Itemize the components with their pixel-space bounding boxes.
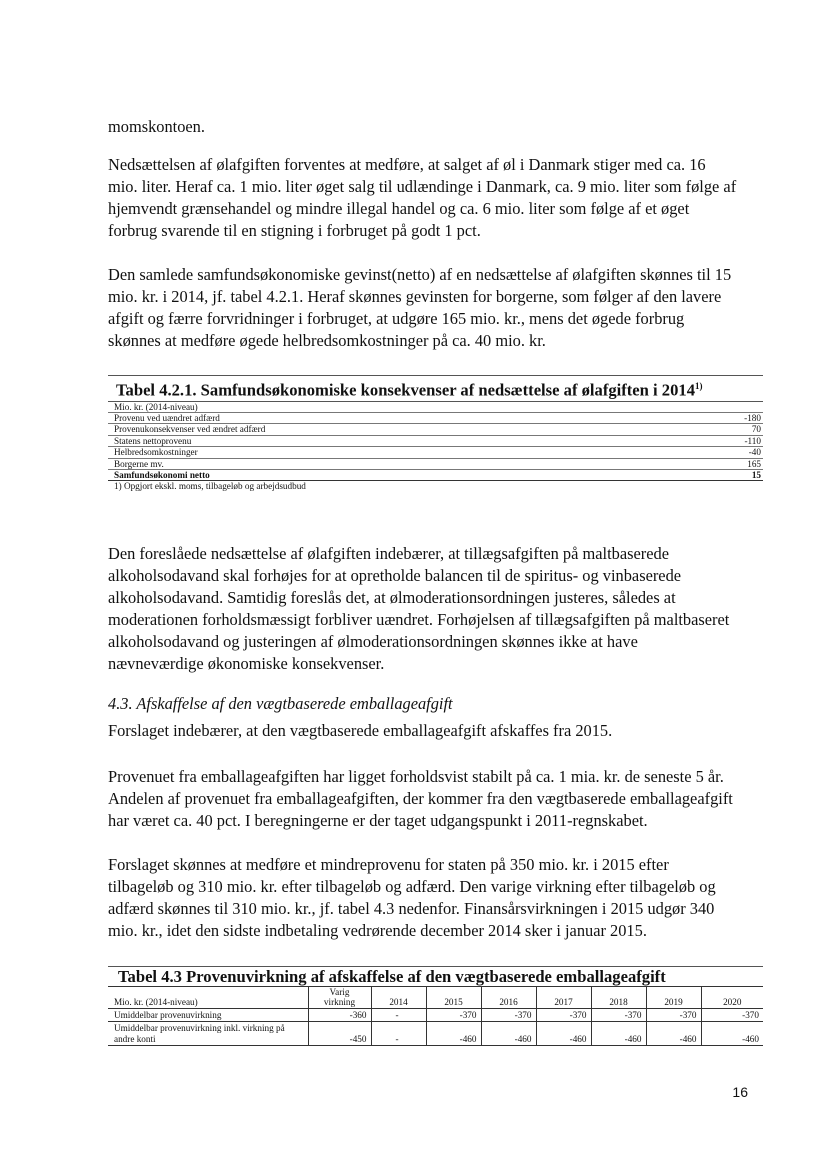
- table-row: Provenu ved uændret adfærd -180: [108, 412, 763, 423]
- table-4-3-grid: [108, 986, 763, 1046]
- table-4-2-1-footnote: 1) Opgjort ekskl. moms, tilbageløb og arbejdsudbud: [114, 481, 306, 492]
- table-row: Provenukonsekvenser ved ændret adfærd 70: [108, 424, 763, 435]
- table-row: Helbredsomkostninger -40: [108, 447, 763, 458]
- table-row-total: Samfundsøkonomi netto 15: [108, 469, 763, 480]
- table-4-2-1-title: Tabel 4.2.1. Samfundsøkonomiske konsekvenser af nedsættelse af ølafgiften i 2014$^{1)}$: [108, 375, 763, 402]
- table-4-3: [108, 966, 763, 1046]
- table-4-3-title: Tabel 4.3 Provenuvirkning af afskaffelse af den vægtbaserede emballageafgift: [108, 966, 763, 986]
- paragraph-socioeconomic-gain: Den samlede samfundsøkonomiske gevinst(netto) af en nedsættelse af ølafgiften skønnes til 15 mio. kr. i 2014, jf. tabel 4.2.1. Heraf skønnes gevinsten for borgerne, som følger af den lavere afgift og færre forvridninger i forbruget, at udgøre 165 mio. kr., mens det øgede forbrug skønnes at medføre øgede helbredsomkostninger på ca. 40 mio. kr.: [108, 265, 732, 350]
- table-row: Mio. kr. (2014-niveau): [108, 402, 763, 413]
- section-heading-4-3: 4.3. Afskaffelse af den vægtbaserede emballageafgift: [108, 694, 453, 713]
- paragraph-abolition: Forslaget indebærer, at den vægtbaserede emballageafgift afskaffes fra 2015.: [108, 721, 613, 740]
- table-row: Borgerne mv. 165: [108, 458, 763, 469]
- paragraph-revenue-effect: Forslaget skønnes at medføre et mindreprovenu for staten på 350 mio. kr. i 2015 efter tilbageløb og 310 mio. kr. efter tilbageløb og adfærd. Den varige virkning efter tilbageløb og adfærd skønnes til 310 mio. kr., jf. tabel 4.3 nedenfor. Finansårsvirkningen i 2015 udgør 340 mio. kr., idet den sidste indbetaling vedrørende december 2014 sker i januar 2015.: [108, 855, 716, 940]
- paragraph-beer-sales: Nedsættelsen af ølafgiften forventes at medføre, at salget af øl i Danmark stiger med ca. 16 mio. liter. Heraf ca. 1 mio. liter øget salg til udlændinge i Danmark, ca. 9 mio. liter som følge af hjemvendt grænsehandel og mindre illegal handel og ca. 6 mio. liter som følge af et øget forbrug svarende til en stigning i forbruget på godt 1 pct.: [108, 155, 737, 240]
- table-4-2-1: [108, 375, 763, 492]
- paragraph-momskontoen: momskontoen.: [108, 117, 205, 136]
- table-row: Umiddelbar provenuvirkning inkl. virkning på andre konti -450 - -460 -460 -460 -460 -460 -460: [108, 1022, 763, 1046]
- paragraph-revenue-history: Provenuet fra emballageafgiften har ligget forholdsvist stabilt på ca. 1 mia. kr. de seneste 5 år. Andelen af provenuet fra emballageafgiften, der kommer fra den vægtbaserede emballageafgift har været ca. 40 pct. I beregningerne er der taget udgangspunkt i 2011-regnskabet.: [108, 767, 733, 830]
- table-header-row: Mio. kr. (2014-niveau) Varig virkning 2014 2015 2016 2017 2018 2019 2020: [108, 987, 763, 1009]
- page-number: 16: [732, 1084, 748, 1100]
- header-varig-virkning: Varig virkning: [308, 987, 371, 1009]
- table-row: Statens nettoprovenu -110: [108, 435, 763, 446]
- table-row: Umiddelbar provenuvirkning -360 - -370 -370 -370 -370 -370 -370: [108, 1008, 763, 1021]
- table-4-2-1-grid: [108, 402, 763, 482]
- paragraph-supplementary-tax: Den foreslåede nedsættelse af ølafgiften indebærer, at tillægsafgiften på maltbaserede alkoholsodavand skal forhøjes for at opretholde balancen til de spiritus- og vinbaserede alkoholsodavand. Samtidig foreslås det, at ølmoderationsordningen justeres, således at moderationen forholdsmæssigt forbliver uændret. Forhøjelsen af tillægsafgiften på maltbaseret alkoholsodavand og justeringen af ølmoderationsordningen skønnes ikke at have nævneværdige økonomiske konsekvenser.: [108, 544, 730, 673]
